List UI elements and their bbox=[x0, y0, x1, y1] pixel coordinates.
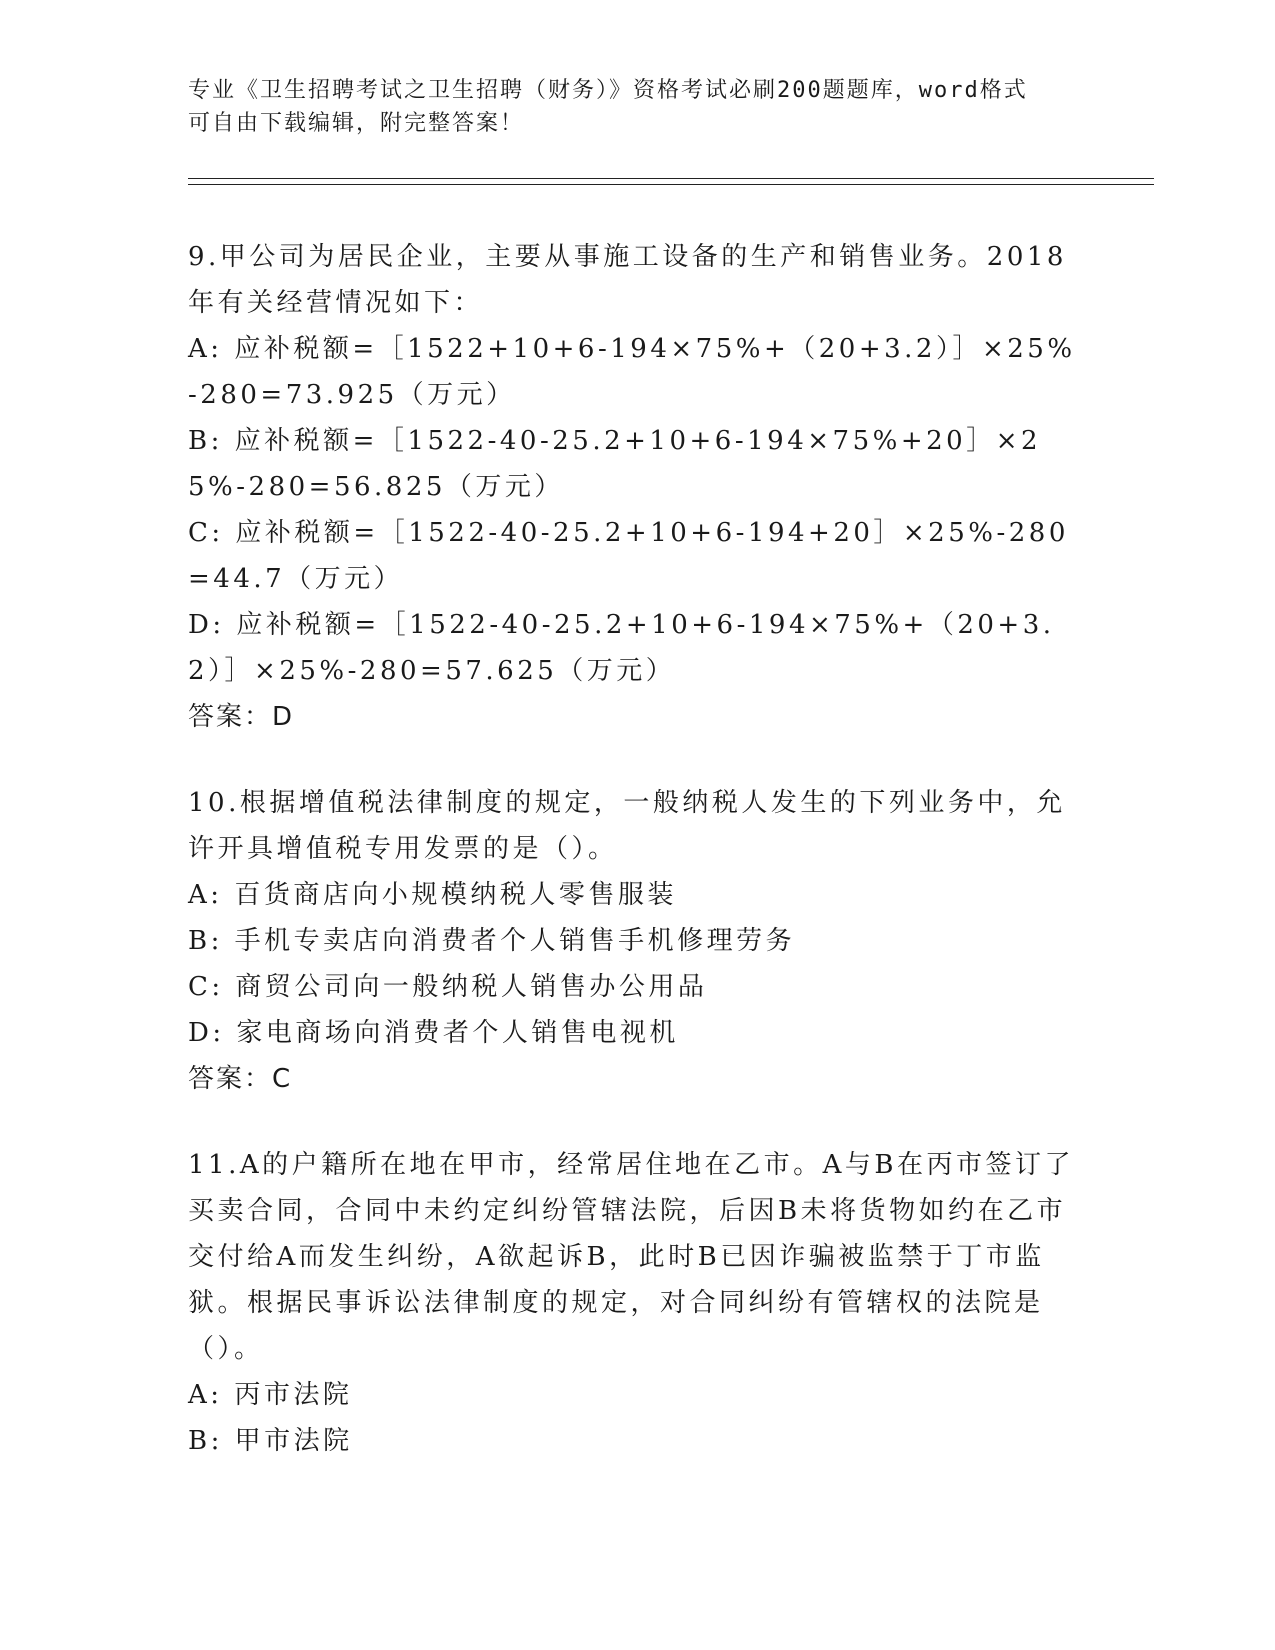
option-text: 丙市法院 bbox=[234, 1380, 353, 1410]
option-key: D: bbox=[188, 1018, 225, 1048]
option-key: B: bbox=[188, 426, 223, 456]
option-b bbox=[188, 1418, 1083, 1464]
option-text: 家电商场向消费者个人销售电视机 bbox=[236, 1018, 679, 1048]
header-divider-top bbox=[188, 178, 1154, 179]
option-b bbox=[188, 418, 1083, 510]
option-text: 甲市法院 bbox=[234, 1426, 353, 1456]
document-header bbox=[188, 74, 1068, 140]
option-key: B: bbox=[188, 926, 223, 956]
header-line-2: 可自由下载编辑，附完整答案！ bbox=[188, 111, 525, 136]
option-c bbox=[188, 964, 1083, 1010]
header-line-1: 专业《卫生招聘考试之卫生招聘（财务）》资格考试必刷200题题库，word格式 bbox=[188, 78, 1028, 103]
option-text: 应补税额=［1522+10+6-194×75%+（20+3.2）］×25%-280=73.925（万元） bbox=[188, 334, 1076, 410]
option-key: D: bbox=[188, 610, 225, 640]
option-a bbox=[188, 1372, 1083, 1418]
question-10 bbox=[188, 780, 1083, 1102]
question-text: 11.A的户籍所在地在甲市，经常居住地在乙市。A与B在丙市签订了买卖合同，合同中未约定纠纷管辖法院，后因B未将货物如约在乙市交付给A而发生纠纷，A欲起诉B，此时B已因诈骗被监禁于丁市监狱。根据民事诉讼法律制度的规定，对合同纠纷有管辖权的法院是（）。 bbox=[188, 1150, 1075, 1364]
question-11 bbox=[188, 1142, 1083, 1464]
answer-line: 答案：D bbox=[188, 702, 295, 732]
option-a bbox=[188, 872, 1083, 918]
option-d bbox=[188, 602, 1083, 694]
option-text: 应补税额=［1522-40-25.2+10+6-194×75%+（20+3.2）］×25%-280=57.625（万元） bbox=[188, 610, 1055, 686]
option-key: C: bbox=[188, 972, 224, 1002]
question-text: 10.根据增值税法律制度的规定，一般纳税人发生的下列业务中，允许开具增值税专用发票的是（）。 bbox=[188, 788, 1066, 864]
option-key: A: bbox=[188, 1380, 223, 1410]
question-text: 9.甲公司为居民企业，主要从事施工设备的生产和销售业务。2018年有关经营情况如下： bbox=[188, 242, 1067, 318]
option-c bbox=[188, 510, 1083, 602]
option-d bbox=[188, 1010, 1083, 1056]
option-text: 商贸公司向一般纳税人销售办公用品 bbox=[235, 972, 708, 1002]
option-b bbox=[188, 918, 1083, 964]
option-text: 百货商店向小规模纳税人零售服装 bbox=[234, 880, 677, 910]
option-key: A: bbox=[188, 880, 223, 910]
question-9 bbox=[188, 234, 1083, 740]
option-text: 应补税额=［1522-40-25.2+10+6-194+20］×25%-280=44.7（万元） bbox=[188, 518, 1069, 594]
option-key: C: bbox=[188, 518, 224, 548]
option-key: B: bbox=[188, 1426, 223, 1456]
question-list bbox=[188, 234, 1083, 1504]
header-divider-bottom bbox=[188, 184, 1154, 185]
answer-line: 答案：C bbox=[188, 1064, 293, 1094]
option-text: 手机专卖店向消费者个人销售手机修理劳务 bbox=[234, 926, 796, 956]
option-key: A: bbox=[188, 334, 223, 364]
option-text: 应补税额=［1522-40-25.2+10+6-194×75%+20］×25%-280=56.825（万元） bbox=[188, 426, 1042, 502]
option-a bbox=[188, 326, 1083, 418]
